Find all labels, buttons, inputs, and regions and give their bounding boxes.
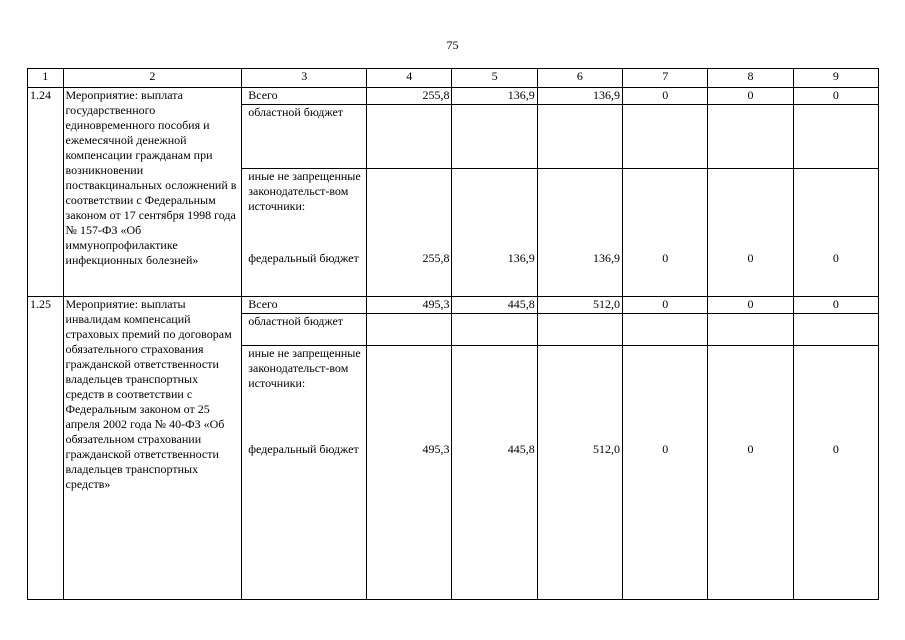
row-description: Мероприятие: выплата государственного единовременного пособия и ежемесячной денежной компенсации гражданам при возникновении поствакцинальных осложнений в соответствии с Федеральным законом от 17 сентября 1998 года № 157-ФЗ «Об иммунопрофилактике инфекционных болезней» (63, 88, 242, 297)
value-cell: 136,9 (537, 88, 622, 105)
header-row (28, 69, 879, 88)
value-cell: 0 (623, 88, 708, 105)
value-cell: 495,3 (367, 297, 452, 314)
source-other-label: иные не запрещенные законодательст-вом источники: (248, 169, 361, 213)
value-cell (367, 169, 452, 297)
header-cell: 8 (708, 69, 793, 88)
header-cell: 7 (623, 69, 708, 88)
value-cell (367, 105, 452, 169)
source-other-label: иные не запрещенные законодательст-вом источники: (248, 346, 361, 390)
value-cell (708, 346, 793, 600)
header-cell: 5 (452, 69, 537, 88)
value-cell (623, 105, 708, 169)
row-id: 1.24 (28, 88, 64, 297)
header-cell: 9 (793, 69, 878, 88)
value-cell (623, 314, 708, 346)
value-cell (537, 346, 622, 600)
header-cell: 2 (63, 69, 242, 88)
federal-value: 445,8 (507, 442, 535, 456)
header-cell: 1 (28, 69, 64, 88)
value-cell (793, 346, 878, 600)
value-cell (452, 169, 537, 297)
source-federal-label: федеральный бюджет (248, 251, 359, 265)
value-cell (537, 105, 622, 169)
value-cell (452, 314, 537, 346)
page-number: 75 (446, 38, 459, 52)
source-other-cell (242, 169, 367, 297)
source-regional-label: областной бюджет (242, 314, 367, 346)
value-cell: 445,8 (452, 297, 537, 314)
federal-value: 0 (747, 442, 754, 456)
value-cell (793, 105, 878, 169)
header-cell: 6 (537, 69, 622, 88)
federal-value: 136,9 (593, 251, 621, 265)
value-cell: 0 (708, 297, 793, 314)
header-cell: 4 (367, 69, 452, 88)
value-cell: 512,0 (537, 297, 622, 314)
federal-value: 0 (747, 251, 754, 265)
federal-value: 0 (662, 251, 669, 265)
budget-table (27, 68, 879, 600)
federal-value: 0 (832, 442, 839, 456)
value-cell (537, 314, 622, 346)
source-total-label: Всего (242, 297, 367, 314)
source-regional-label: областной бюджет (242, 105, 367, 169)
header-cell: 3 (242, 69, 367, 88)
value-cell (708, 169, 793, 297)
row-description: Мероприятие: выплаты инвалидам компенсаций страховых премий по договорам обязательного страхования гражданской ответственности владельцев транспортных средств в соответствии с Федеральным законом от 25 апреля 2002 года № 40-ФЗ «Об обязательном страховании гражданской ответственности владельцев транспортных средств» (63, 297, 242, 600)
value-cell (623, 169, 708, 297)
value-cell (452, 105, 537, 169)
value-cell: 136,9 (452, 88, 537, 105)
source-other-cell (242, 346, 367, 600)
value-cell: 0 (708, 88, 793, 105)
value-cell: 0 (623, 297, 708, 314)
value-cell (708, 314, 793, 346)
federal-value: 255,8 (422, 251, 450, 265)
value-cell (367, 314, 452, 346)
table-row (28, 88, 879, 105)
federal-value: 136,9 (507, 251, 535, 265)
value-cell: 255,8 (367, 88, 452, 105)
federal-value: 0 (662, 442, 669, 456)
federal-value: 512,0 (593, 442, 621, 456)
value-cell (793, 314, 878, 346)
federal-value: 0 (832, 251, 839, 265)
row-id: 1.25 (28, 297, 64, 600)
value-cell (367, 346, 452, 600)
value-cell (793, 169, 878, 297)
value-cell (708, 105, 793, 169)
table-row (28, 297, 879, 314)
source-federal-label: федеральный бюджет (248, 442, 359, 456)
value-cell: 0 (793, 297, 878, 314)
value-cell (623, 346, 708, 600)
federal-value: 495,3 (422, 442, 450, 456)
source-total-label: Всего (242, 88, 367, 105)
value-cell (452, 346, 537, 600)
value-cell: 0 (793, 88, 878, 105)
value-cell (537, 169, 622, 297)
